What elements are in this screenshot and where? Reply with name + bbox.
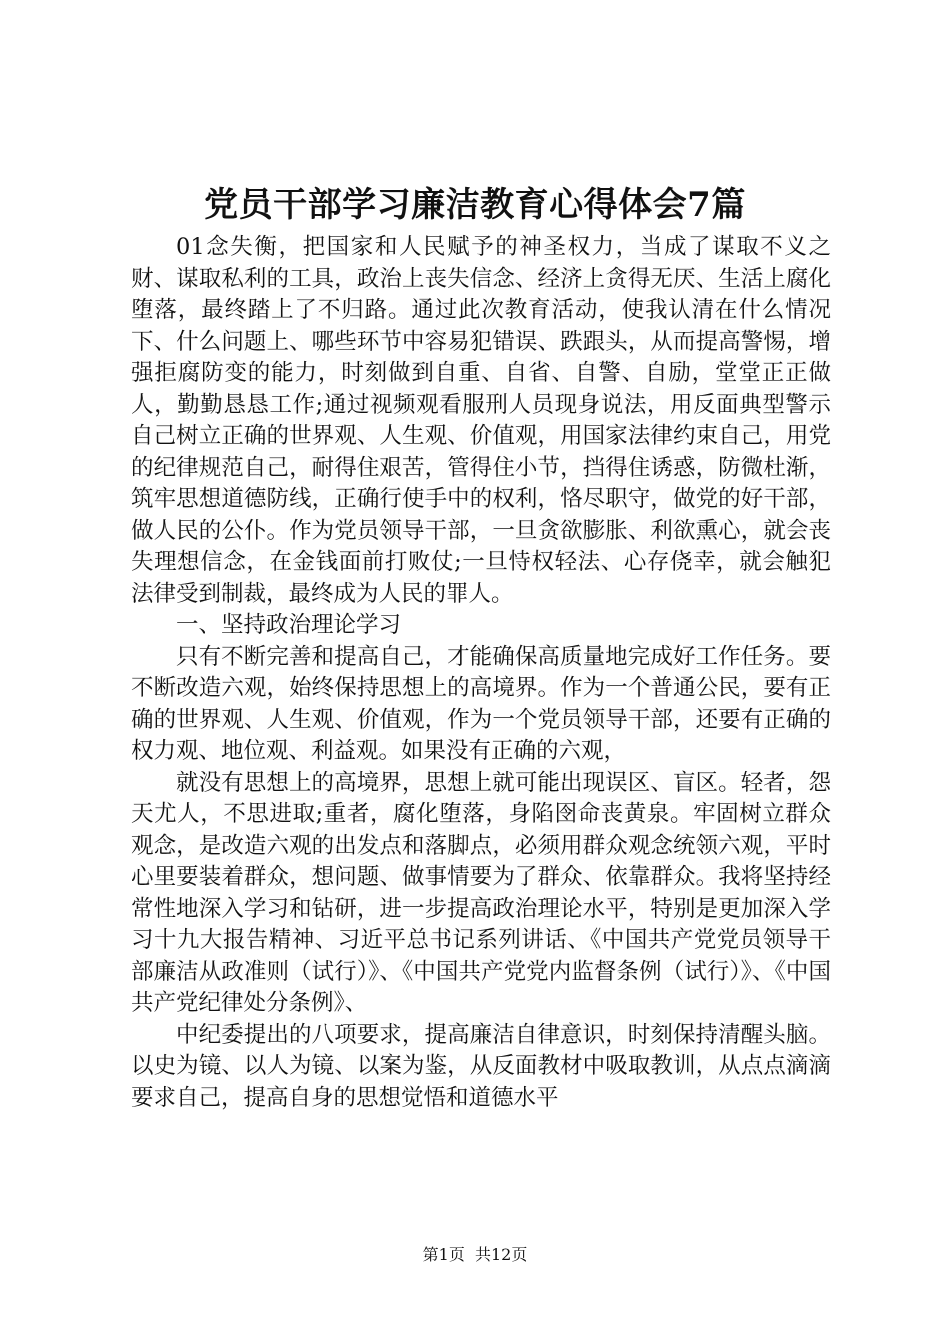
section-heading: 一、坚持政治理论学习 [176, 612, 402, 638]
paragraph: 中纪委提出的八项要求，提高廉洁自律意识，时刻保持清醒头脑。以史为镜、以人为镜、以案为鉴，从反面教材中吸取教训，从点点滴滴要求自己，提高自身的思想觉悟和道德水平 [131, 1021, 831, 1111]
document-title: 党员干部学习廉洁教育心得体会7篇 [204, 185, 746, 225]
paragraph: 只有不断完善和提高自己，才能确保高质量地完成好工作任务。要不断改造六观，始终保持思想上的高境界。作为一个普通公民，要有正确的世界观、人生观、价值观，作为一个党员领导干部，还要有正确的权力观、地位观、利益观。如果没有正确的六观， [131, 643, 831, 764]
page-number-label: 第1页 共12页 [422, 1245, 528, 1264]
page-footer [0, 1244, 950, 1266]
paragraph: 01念失衡，把国家和人民赋予的神圣权力，当成了谋取不义之财、谋取私利的工具，政治上丧失信念、经济上贪得无厌、生活上腐化堕落，最终踏上了不归路。通过此次教育活动，使我认清在什么情况下、什么问题上、哪些环节中容易犯错误、跌跟头，从而提高警惕，增强拒腐防变的能力，时刻做到自重、自省、自警、自励，堂堂正正做人，勤勤恳恳工作;通过视频观看服刑人员现身说法，用反面典型警示自己树立正确的世界观、人生观、价值观，用国家法律约束自己，用党的纪律规范自己，耐得住艰苦，管得住小节，挡得住诱惑，防微杜渐，筑牢思想道德防线，正确行使手中的权利，恪尽职守，做党的好干部，做人民的公仆。作为党员领导干部，一旦贪欲膨胀、利欲熏心，就会丧失理想信念，在金钱面前打败仗;一旦恃权轻法、心存侥幸，就会触犯法律受到制裁，最终成为人民的罪人。 [131, 234, 831, 607]
document-body [131, 232, 831, 1114]
paragraph: 就没有思想上的高境界，思想上就可能出现误区、盲区。轻者，怨天尤人，不思进取;重者，腐化堕落，身陷囹命丧黄泉。牢固树立群众观念，是改造六观的出发点和落脚点，必须用群众观念统领六观，平时心里要装着群众，想问题、做事情要为了群众、依靠群众。我将坚持经常性地深入学习和钻研，进一步提高政治理论水平，特别是更加深入学习十九大报告精神、习近平总书记系列讲话、《中国共产党党员领导干部廉洁从政准则（试行）》、《中国共产党党内监督条例（试行）》、《中国共产党纪律处分条例》、 [131, 769, 831, 1016]
